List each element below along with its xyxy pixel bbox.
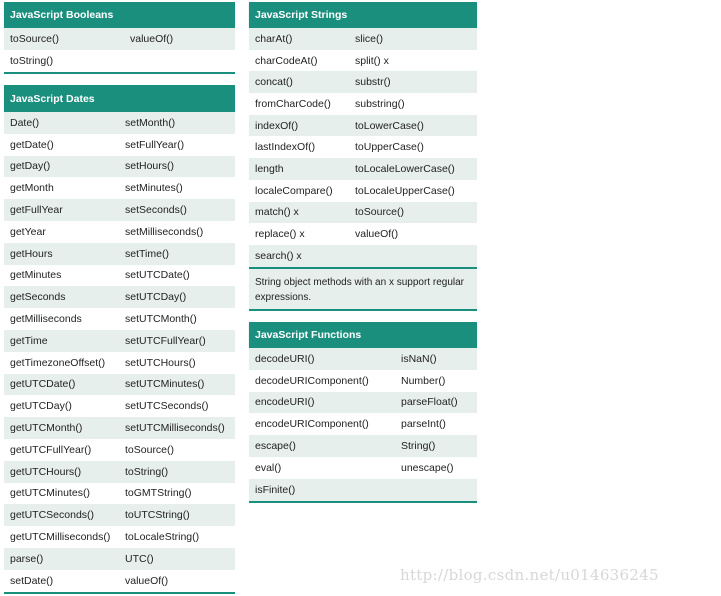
dates-card <box>4 85 235 594</box>
booleans-method-right: valueOf() <box>130 33 174 45</box>
dates-row <box>4 243 235 265</box>
strings-method-left: length <box>255 162 284 175</box>
dates-method-right: toString() <box>125 465 169 478</box>
dates-method-left: getHours <box>10 247 53 260</box>
functions-row <box>249 370 477 392</box>
strings-method-right: toSource() <box>355 206 405 219</box>
booleans-row <box>4 50 235 72</box>
strings-method-right: toLocaleUpperCase() <box>355 184 455 197</box>
dates-method-right: setUTCSeconds() <box>125 400 209 413</box>
dates-method-right: setUTCMilliseconds() <box>125 422 225 435</box>
functions-row <box>249 348 477 370</box>
dates-method-left: getUTCMinutes() <box>10 487 90 500</box>
dates-method-left: Date() <box>10 116 40 129</box>
dates-row <box>4 330 235 352</box>
dates-method-right: setFullYear() <box>125 138 185 151</box>
functions-card <box>249 322 477 503</box>
dates-row <box>4 526 235 548</box>
strings-method-right: toLowerCase() <box>355 119 424 132</box>
dates-header: JavaScript Dates <box>4 85 235 112</box>
dates-row <box>4 483 235 505</box>
dates-method-left: getUTCMilliseconds() <box>10 531 111 544</box>
dates-method-left: getUTCDate() <box>10 378 76 391</box>
dates-method-right: setUTCMonth() <box>125 313 197 326</box>
dates-method-right: setUTCDay() <box>125 291 187 304</box>
functions-method-right: String() <box>401 440 436 453</box>
dates-method-left: getTime <box>10 334 48 347</box>
strings-rows <box>249 28 477 267</box>
strings-row <box>249 223 477 245</box>
dates-method-left: getFullYear <box>10 204 63 217</box>
strings-method-right: substr() <box>355 76 391 89</box>
strings-row <box>249 115 477 137</box>
dates-method-right: setUTCDate() <box>125 269 190 282</box>
dates-method-right: setMonth() <box>125 116 176 129</box>
strings-method-right: substring() <box>355 97 405 110</box>
dates-method-left: getUTCMonth() <box>10 422 83 435</box>
dates-method-right: setMinutes() <box>125 182 183 195</box>
dates-method-right: toUTCString() <box>125 509 190 522</box>
dates-row <box>4 395 235 417</box>
dates-method-left: getDay() <box>10 160 51 173</box>
functions-method-left: encodeURI() <box>255 396 315 409</box>
dates-row <box>4 134 235 156</box>
dates-method-right: toGMTString() <box>125 487 192 500</box>
dates-method-left: getYear <box>10 225 46 238</box>
strings-method-right: split() x <box>355 54 389 67</box>
dates-method-left: getTimezoneOffset() <box>10 356 106 369</box>
dates-method-left: getDate() <box>10 138 54 151</box>
dates-row <box>4 417 235 439</box>
strings-row <box>249 180 477 202</box>
dates-row <box>4 286 235 308</box>
strings-row <box>249 50 477 72</box>
functions-method-right: Number() <box>401 374 446 387</box>
strings-row <box>249 245 477 267</box>
strings-method-left: lastIndexOf() <box>255 141 316 154</box>
dates-method-right: setUTCHours() <box>125 356 196 369</box>
dates-method-left: setDate() <box>10 574 54 587</box>
strings-method-left: fromCharCode() <box>255 97 331 110</box>
functions-row <box>249 435 477 457</box>
dates-method-right: setMilliseconds() <box>125 225 204 238</box>
strings-method-left: replace() x <box>255 228 305 241</box>
strings-method-left: indexOf() <box>255 119 299 132</box>
dates-method-left: getMonth <box>10 182 54 195</box>
dates-method-left: getUTCFullYear() <box>10 443 92 456</box>
booleans-row <box>4 28 235 50</box>
dates-row <box>4 199 235 221</box>
booleans-header: JavaScript Booleans <box>4 2 235 28</box>
strings-row <box>249 202 477 224</box>
booleans-rows <box>4 28 235 72</box>
booleans-card <box>4 2 235 74</box>
strings-row <box>249 28 477 50</box>
dates-method-left: getUTCDay() <box>10 400 72 413</box>
dates-method-right: setUTCFullYear() <box>125 334 206 347</box>
dates-rows <box>4 112 235 592</box>
dates-method-left: getUTCSeconds() <box>10 509 95 522</box>
dates-row <box>4 265 235 287</box>
functions-method-right: parseFloat() <box>401 396 458 409</box>
dates-method-left: getMilliseconds <box>10 313 82 326</box>
booleans-method-left: toSource() <box>10 33 60 45</box>
dates-method-right: setTime() <box>125 247 169 260</box>
strings-method-right: valueOf() <box>355 228 399 241</box>
dates-row <box>4 308 235 330</box>
functions-method-right: isNaN() <box>401 352 437 365</box>
dates-method-right: setSeconds() <box>125 204 187 217</box>
strings-method-left: localeCompare() <box>255 184 333 197</box>
functions-method-left: isFinite() <box>255 483 296 496</box>
dates-method-right: setHours() <box>125 160 175 173</box>
strings-method-right: toUpperCase() <box>355 141 424 154</box>
dates-row <box>4 221 235 243</box>
dates-method-right: UTC() <box>125 552 154 565</box>
functions-rows <box>249 348 477 501</box>
booleans-method-left: toString() <box>10 55 54 67</box>
functions-row <box>249 479 477 501</box>
strings-row <box>249 158 477 180</box>
strings-method-left: charAt() <box>255 32 293 45</box>
dates-method-left: getUTCHours() <box>10 465 82 478</box>
functions-method-left: escape() <box>255 440 296 453</box>
strings-row <box>249 136 477 158</box>
watermark: http://blog.csdn.net/u014636245 <box>400 566 659 584</box>
strings-method-right: slice() <box>355 32 383 45</box>
strings-method-right: toLocaleLowerCase() <box>355 162 455 175</box>
strings-row <box>249 71 477 93</box>
dates-method-right: toSource() <box>125 443 175 456</box>
functions-method-right: unescape() <box>401 461 454 474</box>
strings-card <box>249 2 477 311</box>
functions-method-left: decodeURI() <box>255 352 315 365</box>
strings-note: String object methods with an x support regular expressions. <box>249 267 477 309</box>
dates-row <box>4 177 235 199</box>
dates-row <box>4 352 235 374</box>
functions-row <box>249 413 477 435</box>
strings-row <box>249 93 477 115</box>
dates-method-left: getSeconds <box>10 291 66 304</box>
dates-method-left: parse() <box>10 552 44 565</box>
functions-row <box>249 457 477 479</box>
functions-method-left: decodeURIComponent() <box>255 374 369 387</box>
dates-row <box>4 112 235 134</box>
strings-method-left: charCodeAt() <box>255 54 318 67</box>
dates-method-right: valueOf() <box>125 574 169 587</box>
dates-row <box>4 548 235 570</box>
strings-method-left: concat() <box>255 76 293 89</box>
dates-method-right: toLocaleString() <box>125 531 200 544</box>
functions-row <box>249 392 477 414</box>
functions-method-right: parseInt() <box>401 418 446 431</box>
strings-method-left: match() x <box>255 206 299 219</box>
dates-row <box>4 439 235 461</box>
dates-row <box>4 374 235 396</box>
strings-method-left: search() x <box>255 249 302 262</box>
dates-method-left: getMinutes <box>10 269 62 282</box>
functions-header: JavaScript Functions <box>249 322 477 348</box>
dates-row <box>4 461 235 483</box>
dates-method-right: setUTCMinutes() <box>125 378 205 391</box>
dates-row <box>4 156 235 178</box>
functions-method-left: eval() <box>255 461 282 474</box>
strings-header: JavaScript Strings <box>249 2 477 28</box>
functions-method-left: encodeURIComponent() <box>255 418 369 431</box>
dates-row <box>4 570 235 592</box>
dates-row <box>4 504 235 526</box>
